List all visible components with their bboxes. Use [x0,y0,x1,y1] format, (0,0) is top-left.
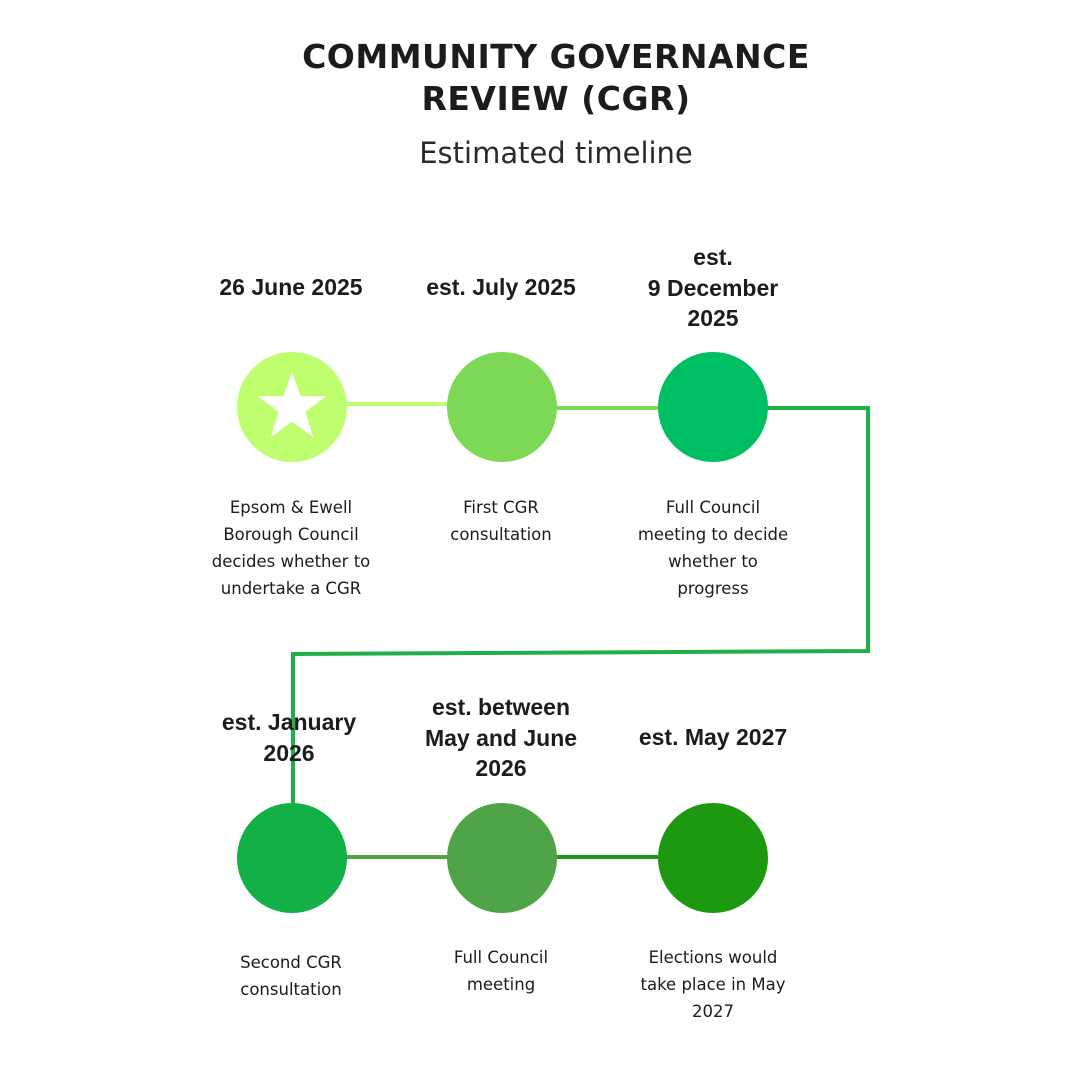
step-3-node [658,352,768,462]
step-5-date: est. between May and June 2026 [424,694,578,781]
step-4-date: est. January 2026 [221,709,357,766]
step-1-description: Epsom & Ewell Borough Council decides whether to undertake a CGR [211,498,371,598]
step-2-node [447,352,557,462]
step-4-node [237,803,347,913]
step-6-node [658,803,768,913]
step-6-date: est. May 2027 [638,724,788,750]
step-2-description: First CGR consultation [450,498,552,544]
step-4-description: Second CGR consultation [240,953,342,999]
step-3-description: Full Council meeting to decide whether to progress [637,498,789,598]
page-subtitle: Estimated timeline [419,136,693,170]
page-title-line-2: REVIEW (CGR) [421,79,691,118]
step-6-description: Elections would take place in May 2027 [640,948,786,1021]
page-title-line-1: COMMUNITY GOVERNANCE [302,37,810,76]
step-5-node [447,803,557,913]
step-2-date: est. July 2025 [426,274,576,300]
step-3-date: est. 9 December 2025 [647,244,779,331]
step-5-description: Full Council meeting [453,948,549,994]
star-icon [255,369,329,441]
step-1-node [237,352,347,462]
step-1-date: 26 June 2025 [219,274,363,300]
